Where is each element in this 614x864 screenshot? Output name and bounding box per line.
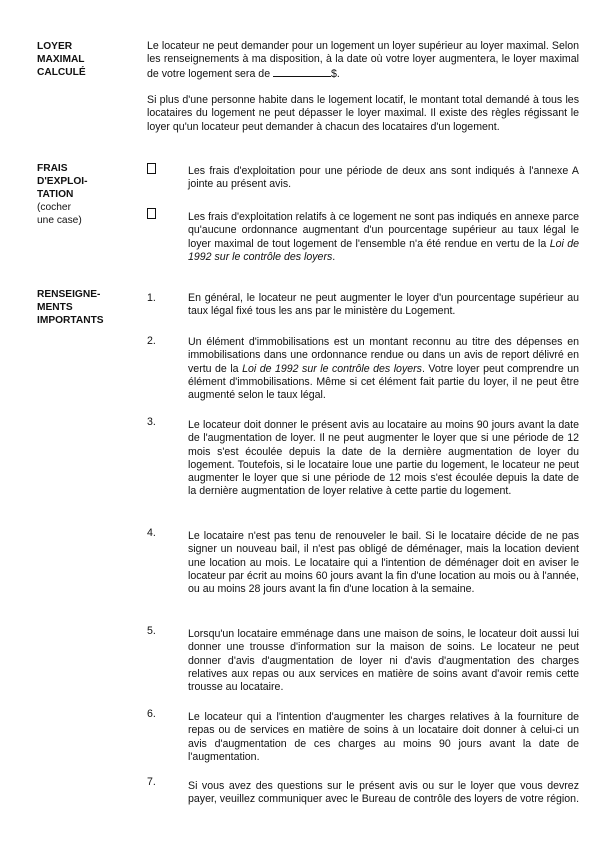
heading-line: RENSEIGNE- bbox=[37, 289, 101, 300]
section-heading-renseignements bbox=[37, 288, 132, 327]
list-item: Le locateur qui a l'intention d'augmenter les charges relatives à la fourniture de repas ou de services en matière de soins à un locataire doit donner à celui-ci un avis d'augmentation de ces charges au moins 90 jours avant la date de l'augmentation. bbox=[188, 711, 579, 763]
list-item: En général, le locateur ne peut augmenter le loyer d'un pourcentage supérieur au taux légal fixé tous les ans par le ministère du Logement. bbox=[188, 292, 579, 318]
heading-line: FRAIS bbox=[37, 163, 68, 174]
loyer-paragraph-1 bbox=[147, 40, 579, 81]
item-number: 2. bbox=[147, 335, 156, 347]
item-text-end: . Votre loyer peut comprendre un élément d'immobilisations. Même si cet élément fait partie du loyer, il ne peut être augmenté selon le taux légal. bbox=[188, 362, 579, 402]
item-number: 5. bbox=[147, 625, 156, 637]
law-title: Loi de 1992 sur le contrôle des loyers bbox=[242, 362, 422, 375]
heading-line: IMPORTANTS bbox=[37, 315, 104, 326]
option-text-end: . bbox=[332, 250, 336, 263]
heading-note: une case) bbox=[37, 215, 82, 226]
list-item: Lorsqu'un locataire emménage dans une maison de soins, le locateur doit aussi lui donner une trousse d'information sur la maison de soins. Le locateur ne peut donner d'avis d'augmentation de loyer ni d'avis d'augmentation des charges relatives aux repas ou aux services en matière de soins avant d'avoir remis cette trousse au locataire. bbox=[188, 628, 579, 694]
list-item: Le locataire n'est pas tenu de renouveler le bail. Si le locataire décide de ne pas signer un nouveau bail, il n'est pas obligé de déménager, mais la location devient une location au mois. Le locataire qui a l'intention de déménager doit en aviser le locateur par écrit au moins 60 jours avant la fin d'une location au mois ou à l'année, ou au moins 28 jours avant la fin d'une location à la semaine. bbox=[188, 530, 579, 596]
heading-line: MENTS bbox=[37, 302, 73, 313]
item-number: 7. bbox=[147, 776, 156, 788]
loyer-text: Le locateur ne peut demander pour un logement un loyer supérieur au loyer maximal. Selon les renseignements à ma disposition, à la date où votre loyer augmentera, le loyer maximal de votre logement sera de bbox=[147, 40, 579, 80]
option-no-annexe-text bbox=[188, 211, 579, 264]
list-item: Si vous avez des questions sur le présent avis ou sur le loyer que vous devrez payer, veuillez communiquer avec le Bureau de contrôle des loyers de votre région. bbox=[188, 780, 580, 806]
loyer-text-end: $. bbox=[331, 67, 340, 80]
list-item: Le locateur doit donner le présent avis au locataire au moins 90 jours avant la date de l'augmentation de loyer. Il ne peut augmenter le loyer que si une période de 12 mois s'est écoulée depuis la date de la dernière augmentation de loyer du logement. Toutefois, si le locataire loue une partie du logement, le locateur ne peut augmenter le loyer que si une période de 12 mois s'est écoulée depuis la date de la dernière augmentation de loyer relative à cette partie du logement. bbox=[188, 419, 579, 498]
heading-line: TATION bbox=[37, 189, 74, 200]
option-text: Les frais d'exploitation relatifs à ce logement ne sont pas indiqués en annexe parce qu'aucune ordonnance augmentant d'un pourcentage supérieur au taux légal le loyer maximal de tout logement de l'ensemble n'a été rendue en vertu de la bbox=[188, 211, 579, 250]
heading-line: MAXIMAL bbox=[37, 54, 85, 65]
checkbox-annexe-a[interactable] bbox=[147, 163, 156, 174]
list-item bbox=[188, 336, 579, 402]
item-text: Un élément d'immobilisations est un montant reconnu au titre des dépenses en immobilisations dans une ordonnance rendue ou dans un avis de report délivré en vertu de la bbox=[188, 336, 579, 375]
heading-line: CALCULÉ bbox=[37, 67, 86, 78]
section-heading-frais bbox=[37, 162, 132, 227]
section-heading-loyer bbox=[37, 40, 132, 79]
heading-line: LOYER bbox=[37, 41, 73, 52]
heading-note: (cocher bbox=[37, 202, 71, 213]
loyer-paragraph-2: Si plus d'une personne habite dans le logement locatif, le montant total demandé à tous les locataires du logement ne peut dépasser le loyer maximal. Il existe des règles régissant le loyer qu'un locateur peut demander à chacun des locataires d'un logement. bbox=[147, 94, 579, 133]
heading-line: D'EXPLOI- bbox=[37, 176, 88, 187]
item-number: 1. bbox=[147, 292, 156, 304]
checkbox-no-annexe[interactable] bbox=[147, 208, 156, 219]
item-number: 4. bbox=[147, 527, 156, 539]
option-annexe-a-text: Les frais d'exploitation pour une période de deux ans sont indiqués à l'annexe A jointe au présent avis. bbox=[188, 165, 579, 191]
item-number: 6. bbox=[147, 708, 156, 720]
law-title: Loi de 1992 sur le contrôle des loyers bbox=[188, 237, 579, 263]
amount-blank-field[interactable] bbox=[273, 67, 331, 77]
item-number: 3. bbox=[147, 416, 156, 428]
